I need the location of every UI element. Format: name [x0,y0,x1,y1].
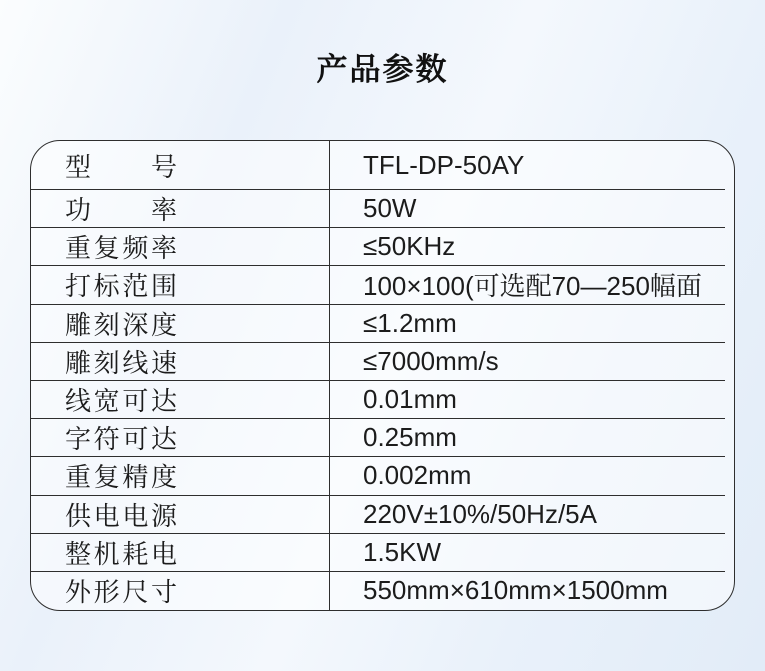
spec-label-cell [31,190,330,227]
spec-row-marking-range [31,266,725,304]
spec-value: 0.002mm [363,460,472,491]
spec-value: TFL-DP-50AY [363,149,525,180]
spec-value: 100×100(可选配70—250幅面 [363,271,702,302]
spec-row-dimensions [31,572,725,610]
spec-label-cell [31,343,330,380]
spec-value-cell [330,534,725,571]
spec-label: 型号 [65,151,177,182]
spec-value-cell [330,228,725,265]
spec-label: 线宽可达 [65,386,177,417]
spec-label: 整机耗电 [65,538,177,569]
spec-value-cell [330,572,725,610]
spec-value: 0.25mm [363,422,457,453]
spec-row-character-size [31,419,725,457]
spec-label: 功率 [65,195,177,226]
spec-row-model [31,141,725,190]
spec-value-cell [330,419,725,456]
spec-value-cell [330,266,725,303]
spec-row-line-width [31,381,725,419]
spec-row-engraving-depth [31,305,725,343]
spec-value-cell [330,305,725,342]
spec-row-power-supply [31,496,725,534]
spec-row-power-consumption [31,534,725,572]
spec-row-power [31,190,725,228]
spec-label-cell [31,381,330,418]
spec-label: 雕刻线速 [65,347,177,378]
spec-label: 字符可达 [65,424,177,455]
spec-label: 供电电源 [65,500,177,531]
page-title: 产品参数 [316,52,449,87]
spec-label-cell [31,228,330,265]
spec-label-cell [31,457,330,494]
spec-label-cell [31,305,330,342]
spec-value-cell [330,190,725,227]
spec-label-cell [31,572,330,610]
spec-label-cell [31,266,330,303]
spec-label-cell [31,496,330,533]
spec-value: 0.01mm [363,384,457,415]
spec-value: ≤50KHz [363,231,456,262]
spec-value-cell [330,141,725,189]
spec-value: 1.5KW [363,536,442,567]
spec-value-cell [330,381,725,418]
spec-label: 打标范围 [65,271,177,302]
spec-value-cell [330,457,725,494]
spec-value: ≤7000mm/s [363,345,499,376]
spec-value: 220V±10%/50Hz/5A [363,498,597,529]
spec-label-cell [31,534,330,571]
spec-value-cell [330,343,725,380]
spec-row-repeat-accuracy [31,457,725,495]
spec-row-repetition-frequency [31,228,725,266]
spec-value: 550mm×610mm×1500mm [363,575,668,606]
spec-label-cell [31,141,330,189]
spec-label-cell [31,419,330,456]
spec-row-engraving-speed [31,343,725,381]
spec-value: ≤1.2mm [363,307,457,338]
spec-table [30,140,735,611]
spec-value-cell [330,496,725,533]
spec-value: 50W [363,193,417,224]
spec-label: 重复精度 [65,462,177,493]
spec-label: 外形尺寸 [65,577,177,608]
spec-label: 重复频率 [65,233,177,264]
spec-label: 雕刻深度 [65,309,177,340]
